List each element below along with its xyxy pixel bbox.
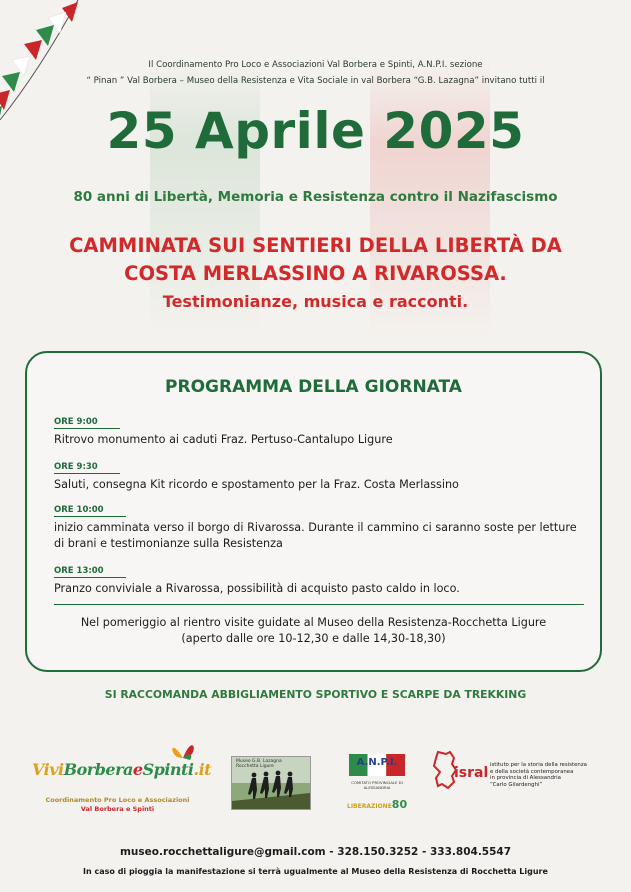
- anpi-name: A.N.P.I.: [356, 757, 398, 768]
- vivi-part-3: e: [132, 760, 143, 779]
- program-item: [54, 558, 584, 597]
- vivi-borbera-logo: [30, 738, 212, 818]
- anpi-sub-1: COMITATO PROVINCIALE DI: [351, 780, 403, 785]
- isral-name: isral: [454, 765, 489, 781]
- isral-desc-2: e della società contemporanea: [490, 768, 574, 775]
- contact-info: museo.rocchettaligure@gmail.com - 328.150.3252 - 333.804.5547: [119, 846, 512, 858]
- isral-desc-1: istituto per la storia della resistenza: [490, 762, 587, 768]
- liberazione-mark: [347, 798, 407, 811]
- clothing-advice: SI RACCOMANDA ABBIGLIAMENTO SPORTIVO E SCARPE DA TREKKING: [104, 688, 527, 701]
- afternoon-line-2: (aperto dalle ore 10-12,30 e dalle 14,30-18,30): [181, 632, 446, 645]
- vivi-part-5: .it: [193, 760, 212, 779]
- afternoon-line-1: Nel pomeriggio al rientro visite guidate al Museo della Resistenza-Rocchetta Ligure: [80, 616, 547, 629]
- program-time: ORE 13:00: [54, 566, 126, 578]
- program-time: ORE 10:00: [54, 505, 126, 517]
- museo-caption-2: Rocchetta Ligure: [236, 764, 274, 769]
- program-time: ORE 9:30: [54, 462, 120, 474]
- program-item: [54, 454, 584, 493]
- museo-caption: [236, 759, 282, 769]
- museum-hikers-image: [231, 756, 311, 810]
- isral-desc-3: in provincia di Alessandria: [490, 775, 561, 782]
- event-tagline: Testimonianze, musica e racconti.: [162, 292, 469, 311]
- program-description: Ritrovo monumento ai caduti Fraz. Pertuso-Cantalupo Ligure: [54, 433, 393, 446]
- intro-line-2: “ Pinan ” Val Borbera – Museo della Resistenza e Vita Sociale in val Borbera “G.B. Lazagna” invitano tutti il: [86, 76, 545, 86]
- program-description: inizio camminata verso il borgo di Rivarossa. Durante il cammino ci saranno soste per letture di brani e testimonianze sulla Resistenza: [54, 521, 577, 550]
- program-item: [54, 409, 584, 448]
- isral-desc-4: “Carlo Gilardenghi”: [490, 781, 543, 788]
- vivi-part-1: Vivi: [32, 760, 64, 779]
- headline-line-1: CAMMINATA SUI SENTIERI DELLA LIBERTÀ DA: [69, 234, 562, 257]
- vivi-part-4: Spinti: [142, 760, 194, 779]
- vivi-sub-1: Coordinamento Pro Loco e Associazioni: [45, 796, 190, 804]
- event-subtitle: 80 anni di Libertà, Memoria e Resistenza contro il Nazifascismo: [73, 189, 558, 205]
- vivi-part-2: Borbera: [63, 760, 133, 779]
- isral-description: [490, 762, 602, 788]
- program-description: Pranzo conviviale a Rivarossa, possibilità di acquisto pasto caldo in loco.: [54, 582, 460, 595]
- program-box: [25, 351, 602, 672]
- program-title: PROGRAMMA DELLA GIORNATA: [165, 377, 462, 397]
- afternoon-info: [27, 615, 600, 647]
- anpi-logo: [347, 754, 407, 814]
- program-description: Saluti, consegna Kit ricordo e spostamento per la Fraz. Costa Merlassino: [54, 478, 459, 491]
- event-headline: [0, 232, 631, 288]
- event-date-title: 25 Aprile 2025: [106, 102, 525, 160]
- program-divider: [54, 604, 584, 605]
- anpi-sub-2: ALESSANDRIA: [363, 785, 391, 790]
- intro-text: [40, 57, 591, 89]
- vivi-sub-2: Val Borbera e Spinti: [80, 805, 155, 813]
- isral-logo: [432, 748, 602, 798]
- liberazione-text: LIBERAZIONE: [347, 803, 392, 810]
- rain-footnote: In caso di pioggia la manifestazione si terrà ugualmente al Museo della Resistenza di Rocchetta Ligure: [83, 867, 548, 876]
- liberazione-number: 80: [391, 798, 408, 811]
- program-item: [54, 497, 584, 552]
- program-time: ORE 9:00: [54, 417, 120, 429]
- vivi-wordmark: [32, 760, 211, 779]
- museo-caption-1: Museo G.B. Lazagna: [236, 759, 282, 764]
- headline-line-2: COSTA MERLASSINO A RIVAROSSA.: [124, 262, 507, 285]
- intro-line-1: Il Coordinamento Pro Loco e Associazioni Val Borbera e Spinti, A.N.P.I. sezione: [148, 60, 483, 70]
